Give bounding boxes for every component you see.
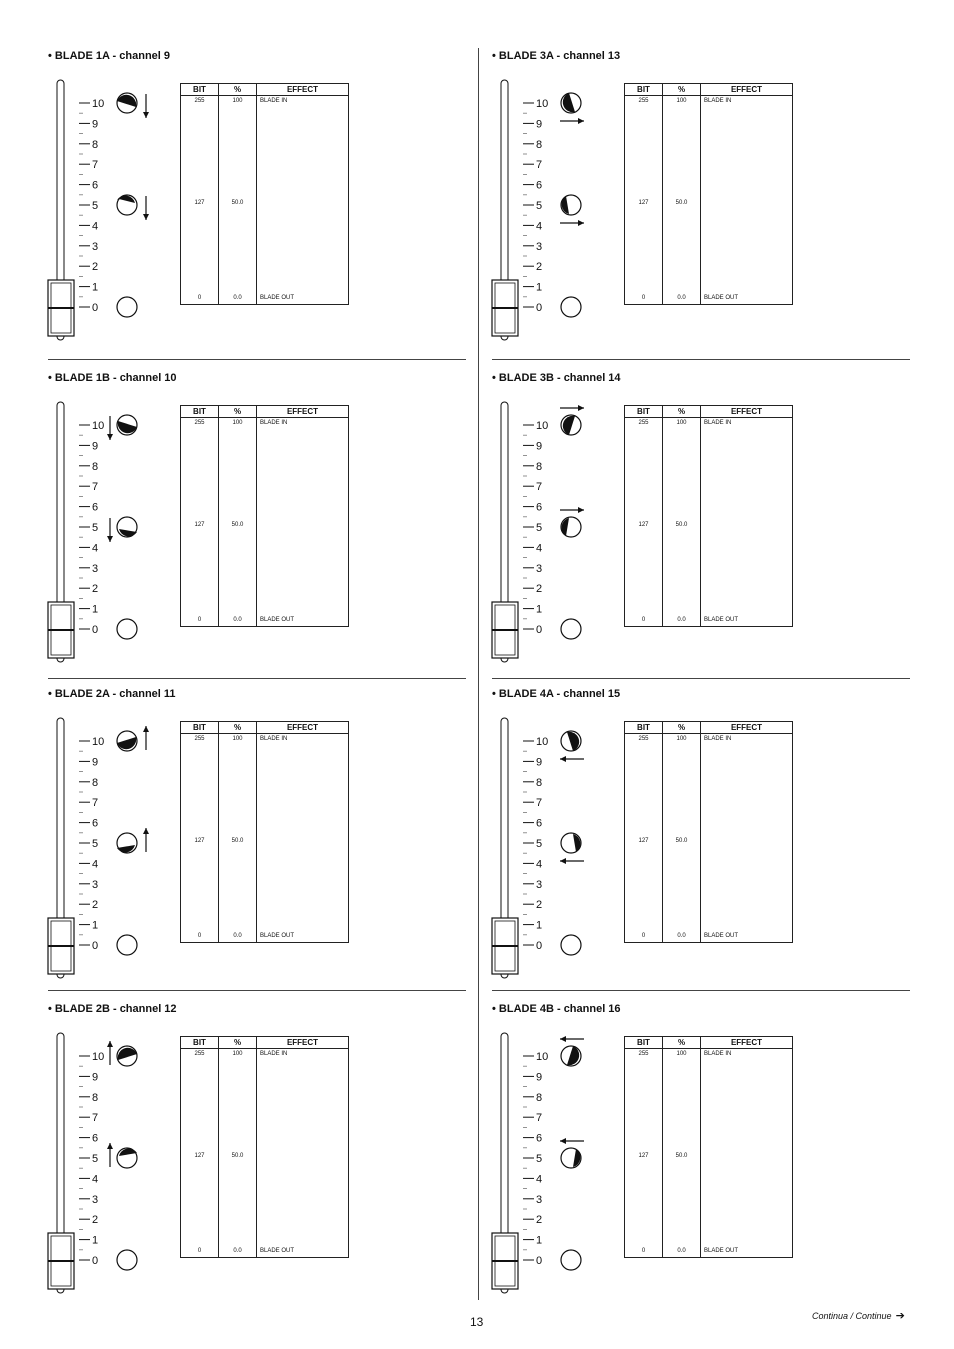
column-effect bbox=[257, 734, 349, 943]
header-effect: EFFECT bbox=[701, 722, 793, 734]
fader-tick-label: 4 bbox=[92, 1173, 99, 1186]
fader-tick-label: 3 bbox=[92, 240, 99, 253]
panel-title: • BLADE 2B - channel 12 bbox=[48, 1003, 177, 1015]
blade-out-circle-icon bbox=[561, 935, 581, 955]
cell-effect: BLADE IN bbox=[704, 420, 732, 426]
cell-percent: 100 bbox=[676, 98, 687, 104]
fader-tick-label: 2 bbox=[536, 583, 543, 596]
blade-panel bbox=[48, 1003, 478, 1303]
section-divider bbox=[492, 359, 910, 360]
blade-out-circle-icon bbox=[117, 619, 137, 639]
fader-tick-label: 4 bbox=[92, 542, 99, 555]
fader-tick-label: 5 bbox=[92, 522, 99, 534]
blade-panel bbox=[48, 372, 478, 672]
blade-1b-icon bbox=[117, 517, 137, 537]
fader-tick-label: 5 bbox=[536, 200, 543, 212]
fader-tick-label: 6 bbox=[92, 1132, 99, 1145]
cell-percent: 50.0 bbox=[675, 1153, 688, 1159]
header-percent: % bbox=[219, 1037, 257, 1049]
fader-tick-label: 4 bbox=[536, 220, 543, 233]
fader-diagram bbox=[48, 50, 178, 350]
column-bit bbox=[181, 96, 219, 305]
cell-percent: 0.0 bbox=[233, 933, 242, 939]
blade-2a-icon bbox=[117, 731, 137, 751]
fader-tick-label: 1 bbox=[536, 1234, 543, 1247]
arrow-right-icon bbox=[560, 118, 584, 124]
channel-table bbox=[624, 1036, 793, 1258]
fader-diagram bbox=[492, 688, 622, 988]
fader-tick-label: 8 bbox=[92, 460, 99, 473]
fader-knob bbox=[48, 918, 74, 974]
blade-2b-icon bbox=[117, 1046, 137, 1066]
cell-percent: 50.0 bbox=[231, 522, 244, 528]
header-percent: % bbox=[219, 406, 257, 418]
blade-1a-icon bbox=[117, 195, 137, 215]
cell-percent: 0.0 bbox=[233, 295, 242, 301]
arrow-right-icon: ➔ bbox=[895, 1310, 905, 1322]
cell-bit: 127 bbox=[638, 200, 649, 206]
fader-tick-label: 1 bbox=[536, 603, 543, 616]
cell-bit: 127 bbox=[194, 838, 205, 844]
cell-effect: BLADE OUT bbox=[704, 1248, 739, 1254]
fader-tick-label: 9 bbox=[92, 118, 99, 131]
channel-table bbox=[180, 1036, 349, 1258]
blade-panel bbox=[492, 1003, 922, 1303]
column-effect bbox=[701, 96, 793, 305]
fader-tick-label: 2 bbox=[536, 899, 543, 912]
cell-effect: BLADE IN bbox=[260, 736, 288, 742]
blade-panel bbox=[492, 50, 922, 350]
fader-tick-label: 1 bbox=[536, 281, 543, 294]
fader-tick-label: 2 bbox=[92, 261, 99, 274]
cell-bit: 0 bbox=[197, 617, 202, 623]
blade-out-circle-icon bbox=[117, 297, 137, 317]
cell-percent: 0.0 bbox=[677, 617, 686, 623]
cell-percent: 0.0 bbox=[233, 617, 242, 623]
fader-tick-label: 2 bbox=[92, 583, 99, 596]
fader-tick-label: 8 bbox=[536, 776, 543, 789]
fader-diagram bbox=[48, 1003, 178, 1303]
cell-bit: 127 bbox=[638, 522, 649, 528]
cell-bit: 0 bbox=[197, 295, 202, 301]
fader-tick-label: 10 bbox=[92, 98, 105, 110]
header-bit: BIT bbox=[181, 1037, 219, 1049]
channel-table bbox=[180, 83, 349, 305]
fader-tick-label: 7 bbox=[92, 481, 99, 494]
column-percent bbox=[663, 1049, 701, 1258]
cell-bit: 255 bbox=[194, 98, 205, 104]
header-percent: % bbox=[219, 722, 257, 734]
cell-percent: 0.0 bbox=[677, 933, 686, 939]
cell-effect: BLADE OUT bbox=[260, 933, 295, 939]
arrow-left-icon bbox=[560, 1138, 584, 1144]
cell-bit: 255 bbox=[194, 1051, 205, 1057]
column-bit bbox=[625, 734, 663, 943]
fader-tick-label: 8 bbox=[536, 460, 543, 473]
cell-percent: 100 bbox=[676, 1051, 687, 1057]
header-bit: BIT bbox=[625, 406, 663, 418]
fader-tick-label: 9 bbox=[536, 1071, 543, 1084]
blade-out-circle-icon bbox=[561, 1250, 581, 1270]
cell-bit: 127 bbox=[638, 1153, 649, 1159]
arrow-down-icon bbox=[107, 416, 113, 440]
cell-bit: 255 bbox=[638, 98, 649, 104]
fader-tick-label: 8 bbox=[92, 138, 99, 151]
arrow-left-icon bbox=[560, 858, 584, 864]
blade-4a-icon bbox=[561, 731, 581, 751]
fader-tick-label: 4 bbox=[92, 220, 99, 233]
fader-tick-label: 5 bbox=[536, 1153, 543, 1165]
fader-tick-label: 6 bbox=[536, 1132, 543, 1145]
fader-tick-label: 2 bbox=[536, 1214, 543, 1227]
cell-effect: BLADE IN bbox=[260, 1051, 288, 1057]
panel-title: • BLADE 1A - channel 9 bbox=[48, 50, 171, 62]
cell-effect: BLADE OUT bbox=[704, 295, 739, 301]
fader-diagram bbox=[48, 372, 178, 672]
fader-tick-label: 8 bbox=[92, 776, 99, 789]
column-effect bbox=[701, 418, 793, 627]
arrow-right-icon bbox=[560, 220, 584, 226]
panel-title: • BLADE 3A - channel 13 bbox=[492, 50, 621, 62]
page-number: 13 bbox=[470, 1315, 484, 1329]
blade-4b-icon bbox=[561, 1046, 581, 1066]
fader-tick-label: 0 bbox=[536, 1255, 543, 1267]
header-percent: % bbox=[663, 84, 701, 96]
cell-effect: BLADE IN bbox=[704, 98, 732, 104]
fader-tick-label: 2 bbox=[92, 1214, 99, 1227]
fader-tick-label: 1 bbox=[536, 919, 543, 932]
cell-percent: 50.0 bbox=[675, 200, 688, 206]
continue-note bbox=[812, 1309, 905, 1322]
blade-out-circle-icon bbox=[117, 1250, 137, 1270]
fader-tick-label: 3 bbox=[536, 562, 543, 575]
fader-knob bbox=[492, 918, 518, 974]
column-percent bbox=[219, 1049, 257, 1258]
header-bit: BIT bbox=[625, 84, 663, 96]
header-effect: EFFECT bbox=[701, 84, 793, 96]
blade-panel bbox=[492, 688, 922, 988]
arrow-up-icon bbox=[143, 726, 149, 750]
column-effect bbox=[701, 1049, 793, 1258]
column-percent bbox=[219, 418, 257, 627]
fader-tick-label: 3 bbox=[536, 1193, 543, 1206]
fader-tick-label: 7 bbox=[92, 797, 99, 810]
blade-4b-icon bbox=[561, 1148, 581, 1168]
cell-bit: 0 bbox=[197, 933, 202, 939]
header-bit: BIT bbox=[625, 1037, 663, 1049]
header-effect: EFFECT bbox=[257, 1037, 349, 1049]
cell-effect: BLADE IN bbox=[704, 1051, 732, 1057]
fader-tick-label: 1 bbox=[92, 919, 99, 932]
section-divider bbox=[48, 359, 466, 360]
fader-tick-label: 2 bbox=[536, 261, 543, 274]
column-bit bbox=[625, 418, 663, 627]
cell-bit: 255 bbox=[638, 420, 649, 426]
cell-bit: 0 bbox=[641, 933, 646, 939]
fader-tick-label: 8 bbox=[536, 1091, 543, 1104]
fader-tick-label: 0 bbox=[536, 302, 543, 314]
fader-knob bbox=[492, 1233, 518, 1289]
section-divider bbox=[492, 990, 910, 991]
cell-bit: 127 bbox=[638, 838, 649, 844]
blade-1a-icon bbox=[117, 93, 137, 113]
header-bit: BIT bbox=[181, 722, 219, 734]
continue-label: Continua / Continue bbox=[812, 1311, 892, 1321]
fader-diagram bbox=[492, 50, 622, 350]
fader-tick-label: 3 bbox=[536, 878, 543, 891]
fader-tick-label: 8 bbox=[536, 138, 543, 151]
fader-tick-label: 2 bbox=[92, 899, 99, 912]
channel-table bbox=[624, 83, 793, 305]
cell-percent: 100 bbox=[676, 736, 687, 742]
fader-tick-label: 3 bbox=[92, 878, 99, 891]
section-divider bbox=[48, 990, 466, 991]
cell-effect: BLADE OUT bbox=[704, 933, 739, 939]
fader-tick-label: 6 bbox=[536, 179, 543, 192]
column-percent bbox=[663, 418, 701, 627]
fader-diagram bbox=[492, 372, 622, 672]
fader-tick-label: 6 bbox=[536, 817, 543, 830]
fader-tick-label: 4 bbox=[536, 1173, 543, 1186]
arrow-down-icon bbox=[107, 518, 113, 542]
blade-3a-icon bbox=[561, 93, 581, 113]
header-bit: BIT bbox=[625, 722, 663, 734]
fader-tick-label: 0 bbox=[92, 302, 99, 314]
fader-tick-label: 7 bbox=[92, 159, 99, 172]
fader-tick-label: 10 bbox=[536, 736, 549, 748]
channel-table bbox=[624, 405, 793, 627]
cell-bit: 127 bbox=[194, 1153, 205, 1159]
fader-tick-label: 10 bbox=[92, 420, 105, 432]
fader-tick-label: 6 bbox=[92, 501, 99, 514]
blade-out-circle-icon bbox=[117, 935, 137, 955]
cell-percent: 50.0 bbox=[231, 1153, 244, 1159]
panel-title: • BLADE 4A - channel 15 bbox=[492, 688, 621, 700]
fader-tick-label: 10 bbox=[536, 1051, 549, 1063]
fader-tick-label: 7 bbox=[536, 1112, 543, 1125]
cell-percent: 100 bbox=[676, 420, 687, 426]
cell-bit: 0 bbox=[641, 295, 646, 301]
blade-3b-icon bbox=[561, 415, 581, 435]
arrow-right-icon bbox=[560, 507, 584, 513]
fader-tick-label: 5 bbox=[92, 200, 99, 212]
cell-effect: BLADE OUT bbox=[260, 295, 295, 301]
fader-tick-label: 10 bbox=[536, 98, 549, 110]
fader-tick-label: 4 bbox=[92, 858, 99, 871]
fader-tick-label: 9 bbox=[92, 1071, 99, 1084]
column-bit bbox=[181, 734, 219, 943]
cell-bit: 255 bbox=[638, 1051, 649, 1057]
fader-tick-label: 3 bbox=[92, 562, 99, 575]
fader-tick-label: 0 bbox=[92, 940, 99, 952]
fader-tick-label: 7 bbox=[536, 481, 543, 494]
arrow-up-icon bbox=[107, 1041, 113, 1065]
fader-tick-label: 10 bbox=[92, 736, 105, 748]
blade-3a-icon bbox=[561, 195, 581, 215]
header-effect: EFFECT bbox=[257, 406, 349, 418]
fader-tick-label: 6 bbox=[92, 179, 99, 192]
column-percent bbox=[219, 734, 257, 943]
fader-tick-label: 1 bbox=[92, 281, 99, 294]
cell-percent: 50.0 bbox=[231, 838, 244, 844]
blade-1b-icon bbox=[117, 415, 137, 435]
cell-percent: 100 bbox=[232, 98, 243, 104]
cell-bit: 0 bbox=[641, 617, 646, 623]
cell-bit: 0 bbox=[641, 1248, 646, 1254]
column-effect bbox=[257, 418, 349, 627]
cell-percent: 0.0 bbox=[233, 1248, 242, 1254]
fader-tick-label: 9 bbox=[536, 118, 543, 131]
arrow-down-icon bbox=[143, 94, 149, 118]
cell-effect: BLADE OUT bbox=[704, 617, 739, 623]
fader-tick-label: 0 bbox=[536, 940, 543, 952]
fader-knob bbox=[492, 602, 518, 658]
fader-tick-label: 3 bbox=[536, 240, 543, 253]
cell-percent: 50.0 bbox=[675, 838, 688, 844]
arrow-up-icon bbox=[107, 1143, 113, 1167]
header-effect: EFFECT bbox=[701, 406, 793, 418]
panel-title: • BLADE 1B - channel 10 bbox=[48, 372, 177, 384]
arrow-up-icon bbox=[143, 828, 149, 852]
header-percent: % bbox=[219, 84, 257, 96]
cell-effect: BLADE OUT bbox=[260, 1248, 295, 1254]
fader-tick-label: 9 bbox=[536, 440, 543, 453]
fader-tick-label: 10 bbox=[92, 1051, 105, 1063]
fader-knob bbox=[48, 1233, 74, 1289]
fader-tick-label: 9 bbox=[536, 756, 543, 769]
arrow-down-icon bbox=[143, 196, 149, 220]
fader-diagram bbox=[492, 1003, 622, 1303]
cell-bit: 0 bbox=[197, 1248, 202, 1254]
fader-diagram bbox=[48, 688, 178, 988]
fader-knob bbox=[492, 280, 518, 336]
channel-table bbox=[624, 721, 793, 943]
panel-title: • BLADE 4B - channel 16 bbox=[492, 1003, 621, 1015]
blade-2b-icon bbox=[117, 1148, 137, 1168]
header-effect: EFFECT bbox=[257, 84, 349, 96]
column-effect bbox=[257, 1049, 349, 1258]
fader-tick-label: 8 bbox=[92, 1091, 99, 1104]
header-effect: EFFECT bbox=[257, 722, 349, 734]
cell-percent: 50.0 bbox=[675, 522, 688, 528]
fader-tick-label: 6 bbox=[536, 501, 543, 514]
blade-4a-icon bbox=[561, 833, 581, 853]
header-percent: % bbox=[663, 722, 701, 734]
fader-tick-label: 5 bbox=[536, 838, 543, 850]
cell-percent: 100 bbox=[232, 420, 243, 426]
blade-out-circle-icon bbox=[561, 297, 581, 317]
column-bit bbox=[625, 1049, 663, 1258]
fader-tick-label: 4 bbox=[536, 858, 543, 871]
cell-percent: 0.0 bbox=[677, 1248, 686, 1254]
column-divider bbox=[478, 48, 479, 1300]
cell-percent: 0.0 bbox=[677, 295, 686, 301]
column-effect bbox=[701, 734, 793, 943]
fader-tick-label: 6 bbox=[92, 817, 99, 830]
arrow-left-icon bbox=[560, 1036, 584, 1042]
cell-bit: 127 bbox=[194, 200, 205, 206]
panel-title: • BLADE 2A - channel 11 bbox=[48, 688, 176, 700]
cell-effect: BLADE IN bbox=[704, 736, 732, 742]
fader-tick-label: 4 bbox=[536, 542, 543, 555]
cell-bit: 255 bbox=[638, 736, 649, 742]
column-bit bbox=[625, 96, 663, 305]
blade-2a-icon bbox=[117, 833, 137, 853]
cell-bit: 127 bbox=[194, 522, 205, 528]
cell-effect: BLADE IN bbox=[260, 98, 288, 104]
header-percent: % bbox=[663, 406, 701, 418]
section-divider bbox=[48, 678, 466, 679]
panel-title: • BLADE 3B - channel 14 bbox=[492, 372, 621, 384]
fader-tick-label: 0 bbox=[92, 1255, 99, 1267]
blade-3b-icon bbox=[561, 517, 581, 537]
blade-panel bbox=[48, 50, 478, 350]
section-divider bbox=[492, 678, 910, 679]
fader-tick-label: 9 bbox=[92, 756, 99, 769]
fader-tick-label: 1 bbox=[92, 603, 99, 616]
arrow-left-icon bbox=[560, 756, 584, 762]
header-bit: BIT bbox=[181, 84, 219, 96]
header-bit: BIT bbox=[181, 406, 219, 418]
blade-panel bbox=[492, 372, 922, 672]
fader-knob bbox=[48, 280, 74, 336]
fader-knob bbox=[48, 602, 74, 658]
cell-percent: 50.0 bbox=[231, 200, 244, 206]
column-effect bbox=[257, 96, 349, 305]
blade-out-circle-icon bbox=[561, 619, 581, 639]
fader-tick-label: 0 bbox=[92, 624, 99, 636]
fader-tick-label: 3 bbox=[92, 1193, 99, 1206]
column-bit bbox=[181, 418, 219, 627]
fader-tick-label: 0 bbox=[536, 624, 543, 636]
fader-tick-label: 7 bbox=[536, 797, 543, 810]
fader-tick-label: 5 bbox=[536, 522, 543, 534]
cell-bit: 255 bbox=[194, 736, 205, 742]
column-percent bbox=[663, 734, 701, 943]
cell-percent: 100 bbox=[232, 1051, 243, 1057]
channel-table bbox=[180, 405, 349, 627]
cell-effect: BLADE IN bbox=[260, 420, 288, 426]
cell-percent: 100 bbox=[232, 736, 243, 742]
cell-effect: BLADE OUT bbox=[260, 617, 295, 623]
fader-tick-label: 5 bbox=[92, 1153, 99, 1165]
blade-panel bbox=[48, 688, 478, 988]
fader-tick-label: 5 bbox=[92, 838, 99, 850]
fader-tick-label: 7 bbox=[92, 1112, 99, 1125]
header-percent: % bbox=[663, 1037, 701, 1049]
fader-tick-label: 10 bbox=[536, 420, 549, 432]
fader-tick-label: 1 bbox=[92, 1234, 99, 1247]
arrow-right-icon bbox=[560, 405, 584, 411]
header-effect: EFFECT bbox=[701, 1037, 793, 1049]
fader-tick-label: 9 bbox=[92, 440, 99, 453]
cell-bit: 255 bbox=[194, 420, 205, 426]
fader-tick-label: 7 bbox=[536, 159, 543, 172]
column-percent bbox=[219, 96, 257, 305]
column-bit bbox=[181, 1049, 219, 1258]
channel-table bbox=[180, 721, 349, 943]
column-percent bbox=[663, 96, 701, 305]
